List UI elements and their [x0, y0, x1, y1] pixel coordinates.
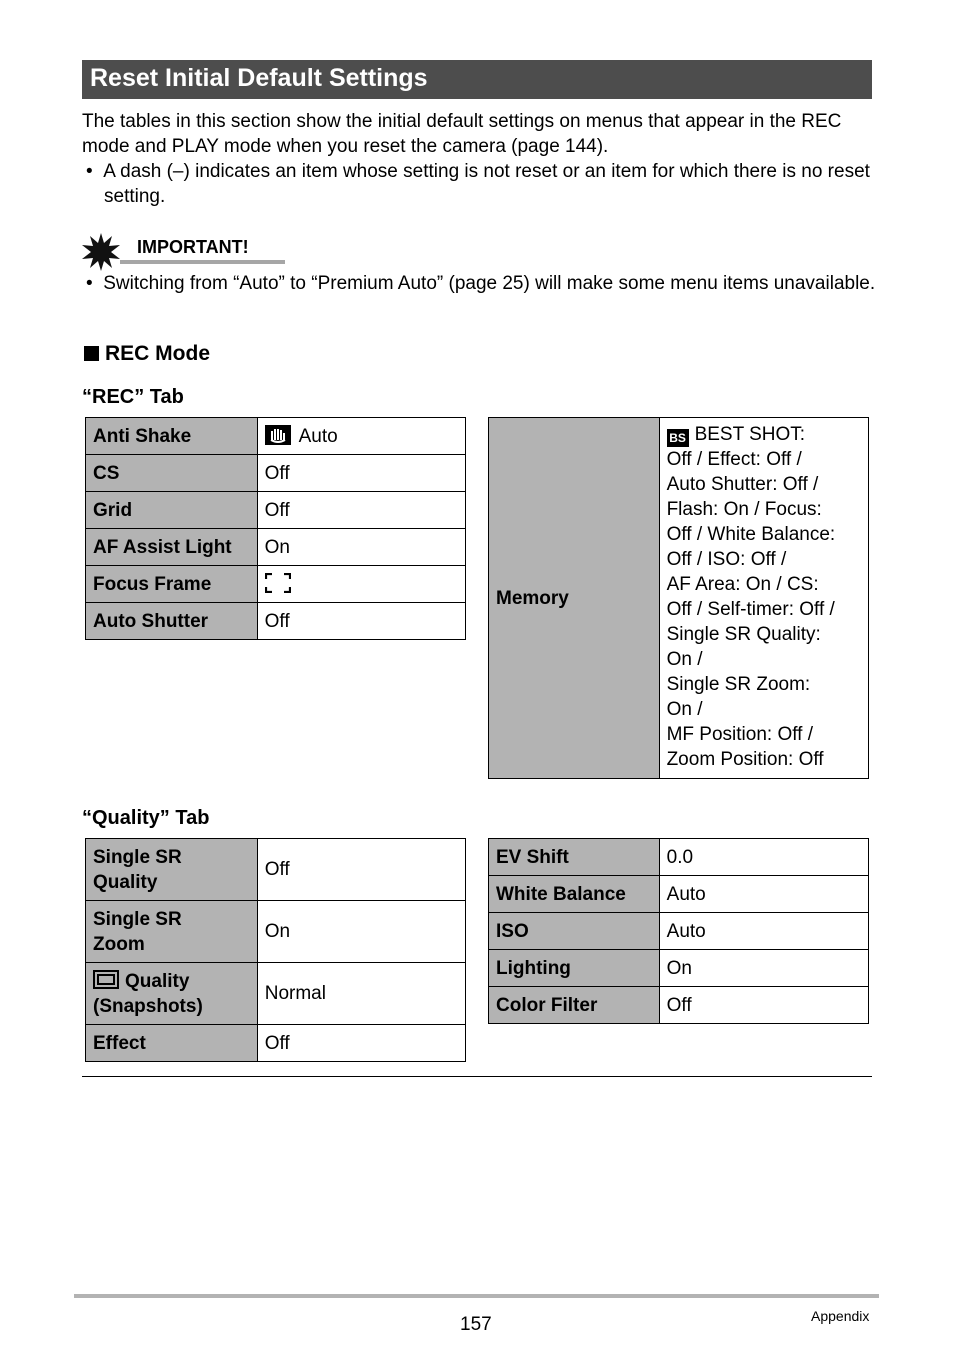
focus-frame-icon — [265, 573, 291, 593]
memory-line: Single SR Zoom: — [666, 674, 811, 695]
table-row — [489, 839, 869, 876]
key-line: Single SR — [93, 846, 182, 868]
important-burst-icon — [82, 233, 120, 271]
row-value — [257, 566, 465, 603]
memory-line: Single SR Quality: — [666, 624, 821, 645]
row-key: Focus Frame — [86, 566, 258, 603]
rec-tab-table-memory — [488, 417, 869, 779]
memory-line: Flash: On / Focus: — [666, 499, 822, 520]
row-value: Normal — [257, 963, 465, 1025]
row-value: Off — [257, 492, 465, 529]
key-line: (Snapshots) — [93, 995, 203, 1017]
table-row — [86, 963, 466, 1025]
memory-line: Off / Effect: Off / — [666, 449, 802, 470]
row-key: Effect — [86, 1025, 258, 1062]
row-key: White Balance — [489, 876, 660, 913]
row-key: Auto Shutter — [86, 603, 258, 640]
memory-line: BEST SHOT: — [694, 424, 806, 445]
memory-key: Memory — [489, 418, 660, 779]
table-row — [489, 913, 869, 950]
page-number: 157 — [460, 1314, 492, 1335]
key-line: Quality — [93, 871, 158, 893]
memory-line: MF Position: Off / — [666, 724, 813, 745]
footer-rule — [74, 1294, 879, 1298]
table-row — [86, 1025, 466, 1062]
row-value: On — [257, 529, 465, 566]
table-row — [86, 901, 466, 963]
snapshot-quality-icon — [93, 970, 119, 989]
rec-mode-title: REC Mode — [105, 342, 210, 365]
row-value: 0.0 — [659, 839, 868, 876]
row-value: Auto — [659, 876, 868, 913]
anti-shake-value: Auto — [298, 425, 338, 447]
table-row — [489, 987, 869, 1024]
row-value: Off — [659, 987, 868, 1024]
row-value: On — [257, 901, 465, 963]
dash-note-text: A dash (–) indicates an item whose setting is not reset or an item for which there is no reset setting. — [103, 161, 870, 207]
memory-line: Auto Shutter: Off / — [666, 474, 819, 495]
key-line: Single SR — [93, 908, 182, 930]
best-shot-icon: BS — [667, 429, 689, 447]
memory-line: AF Area: On / CS: — [666, 574, 819, 595]
row-key: Anti Shake — [86, 418, 258, 455]
row-value: Auto — [659, 913, 868, 950]
row-value: Off — [257, 1025, 465, 1062]
table-row — [86, 603, 466, 640]
rec-tab-table-left — [85, 417, 466, 640]
footer-section-label: Appendix — [811, 1308, 870, 1324]
row-key: EV Shift — [489, 839, 660, 876]
table-row — [489, 876, 869, 913]
section-divider — [82, 1076, 872, 1077]
row-key: AF Assist Light — [86, 529, 258, 566]
dash-note-bullet: • A dash (–) indicates an item whose setting is not reset or an item for which there is no reset setting. — [86, 161, 870, 207]
row-key: Color Filter — [489, 987, 660, 1024]
row-key: Lighting — [489, 950, 660, 987]
memory-line: On / — [666, 649, 703, 670]
important-label: IMPORTANT! — [137, 237, 249, 257]
quality-tab-heading: “Quality” Tab — [82, 807, 210, 829]
row-value: On — [659, 950, 868, 987]
row-key: Grid — [86, 492, 258, 529]
rec-tab-heading: “REC” Tab — [82, 386, 184, 408]
row-key: ISO — [489, 913, 660, 950]
row-value — [257, 418, 465, 455]
row-value: Off — [257, 455, 465, 492]
important-bullet: • Switching from “Auto” to “Premium Auto” (page 25) will make some menu items unavailable. — [86, 273, 876, 294]
key-line: Zoom — [93, 933, 145, 955]
memory-line: Off / White Balance: — [666, 524, 836, 545]
table-row — [86, 492, 466, 529]
row-value: Off — [257, 603, 465, 640]
important-underline — [120, 260, 285, 264]
table-row — [489, 418, 869, 779]
memory-line: Off / Self-timer: Off / — [666, 599, 835, 620]
row-value: Off — [257, 839, 465, 901]
table-row — [86, 566, 466, 603]
square-bullet-icon — [84, 346, 99, 361]
row-key: CS — [86, 455, 258, 492]
table-row — [86, 839, 466, 901]
key-line: Quality — [125, 970, 190, 992]
important-text: Switching from “Auto” to “Premium Auto” (page 25) will make some menu items unavailable. — [103, 273, 876, 294]
memory-value — [659, 418, 868, 779]
row-key — [86, 963, 258, 1025]
title-bar — [82, 60, 872, 99]
table-row — [489, 950, 869, 987]
memory-line: Zoom Position: Off — [666, 749, 824, 770]
row-key — [86, 901, 258, 963]
quality-tab-table-left — [85, 838, 466, 1062]
memory-line: Off / ISO: Off / — [666, 549, 787, 570]
rec-mode-heading — [84, 342, 210, 366]
table-row — [86, 455, 466, 492]
table-row — [86, 529, 466, 566]
page-title: Reset Initial Default Settings — [90, 64, 428, 92]
row-key — [86, 839, 258, 901]
memory-line: On / — [666, 699, 703, 720]
anti-shake-icon — [265, 425, 291, 445]
important-callout — [82, 233, 287, 267]
intro-paragraph: The tables in this section show the initial default settings on menus that appear in the REC mode and PLAY mode when you reset the camera (page 144). — [82, 111, 842, 157]
quality-tab-table-right — [488, 838, 869, 1024]
table-row — [86, 418, 466, 455]
